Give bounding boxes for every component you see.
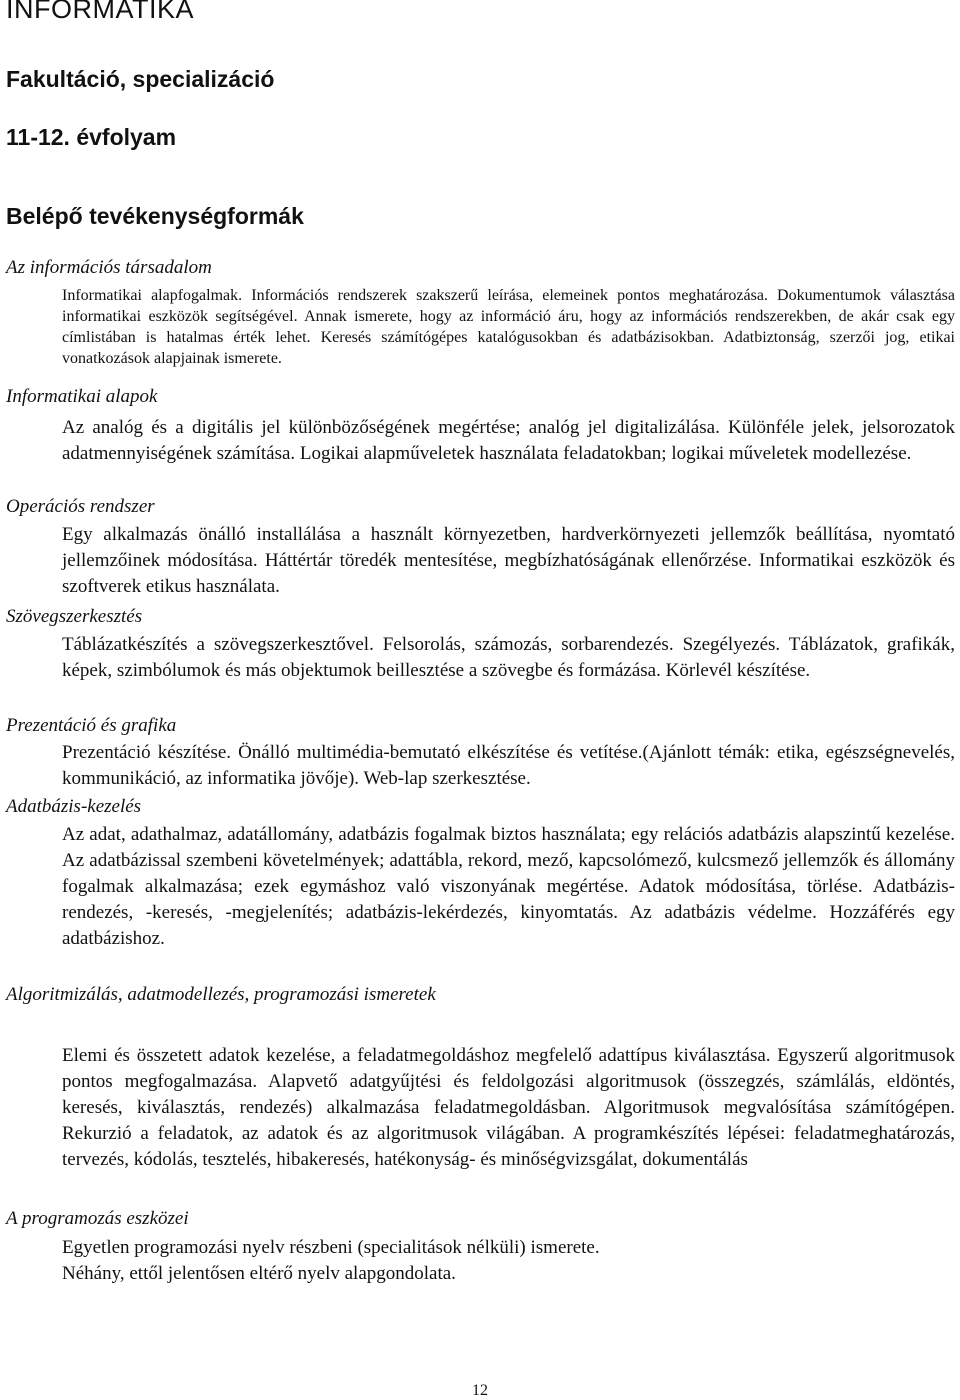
section-heading-it-basics: Informatikai alapok xyxy=(6,386,158,407)
section-text-it-basics: Az analóg és a digitális jel különbözőségének megértése; analóg jel digitalizálása. Különféle jelek, jelsorozatok adatmennyiségének számítása. Logikai alapműveletek használata feladatokban; logikai műveletek modellezése. xyxy=(62,417,955,464)
section-text-information-society: Informatikai alapfogalmak. Információs rendszerek szakszerű leírása, elemeinek pontos meghatározása. Dokumentumok választása informatikai eszközök segítségével. Annak ismerete, hogy az információ áru, hogy az információs rendszerekben, de akár csak egy címlistában is hatalmas érték lehet. Keresés számítógépes katalógusokban és adatbázisokban. Adatbiztonság, szerzői jog, etikai vonatkozások alapjainak ismerete. xyxy=(62,287,955,367)
activities-heading: Belépő tevékenységformák xyxy=(6,203,304,229)
document-title: INFORMATIKA xyxy=(6,0,195,24)
section-heading-word-processing: Szövegszerkesztés xyxy=(6,606,143,627)
section-heading-database: Adatbázis-kezelés xyxy=(6,796,142,817)
section-text-programming-tools: Egyetlen programozási nyelv részbeni (specialitások nélküli) ismerete. xyxy=(62,1237,600,1258)
section-text-algorithms: Elemi és összetett adatok kezelése, a feladatmegoldáshoz megfelelő adattípus kiválasztása. Egyszerű algoritmusok pontos megfogalmazása. Alapvető adatgyűjtési és feldolgozási algoritmusok (összegzés, számlálás, eldöntés, keresés, kiválasztás, rendezés) alkalmazása feladatmegoldásban. Algoritmusok megvalósítása számítógépen. Rekurzió a feladatok, az adatok és az algoritmusok világában. A programkészítés lépései: feladatmeghatározás, tervezés, kódolás, tesztelés, hibakeresés, hatékonyság- és minőségvizsgálat, dokumentálás xyxy=(62,1045,955,1170)
section-text-database: Az adat, adathalmaz, adatállomány, adatbázis fogalmak biztos használata; egy relációs adatbázis alapszintű kezelése. Az adatbázissal szembeni követelmények; adattábla, rekord, mező, kapcsolómező, kulcsmező jellemzők és állomány fogalmak alkalmazása; ezek egymáshoz való viszonyának megértése. Adatok módosítása, törlése. Adatbázis-rendezés, -keresés, -megjelenítés; adatbázis-lekérdezés, kinyomtatás. Az adatbázis védelme. Hozzáférés egy adatbázishoz. xyxy=(62,824,955,949)
grade-heading: 11-12. évfolyam xyxy=(6,124,177,150)
section-text-operating-system: Egy alkalmazás önálló installálása a használt környezetben, hardverkörnyezeti jellemzők beállítása, nyomtató jellemzőinek módosítása. Háttértár töredék mentesítése, megbízhatóságának ellenőrzése. Informatikai eszközök és szoftverek etikus használata. xyxy=(62,524,955,597)
section-heading-algorithms: Algoritmizálás, adatmodellezés, programozási ismeretek xyxy=(6,984,436,1005)
section-text-programming-tools-2: Néhány, ettől jelentősen eltérő nyelv alapgondolata. xyxy=(62,1263,456,1284)
section-text-presentation: Prezentáció készítése. Önálló multimédia-bemutató elkészítése és vetítése.(Ajánlott témák: etika, egészségnevelés, kommunikáció, az informatika jövője). Web-lap szerkesztése. xyxy=(62,742,955,789)
section-text-word-processing: Táblázatkészítés a szövegszerkesztővel. Felsorolás, számozás, sorbarendezés. Szegélyezés. Táblázatok, grafikák, képek, szimbólumok és más objektumok beillesztése a szövegbe és formázása. Körlevél készítése. xyxy=(62,634,955,681)
section-heading-information-society: Az információs társadalom xyxy=(6,257,212,278)
section-heading-operating-system: Operációs rendszer xyxy=(6,496,155,517)
course-type-heading: Fakultáció, specializáció xyxy=(6,66,275,92)
section-heading-programming-tools: A programozás eszközei xyxy=(6,1208,189,1229)
section-heading-presentation: Prezentáció és grafika xyxy=(6,715,177,736)
page-number: 12 xyxy=(472,1382,488,1399)
